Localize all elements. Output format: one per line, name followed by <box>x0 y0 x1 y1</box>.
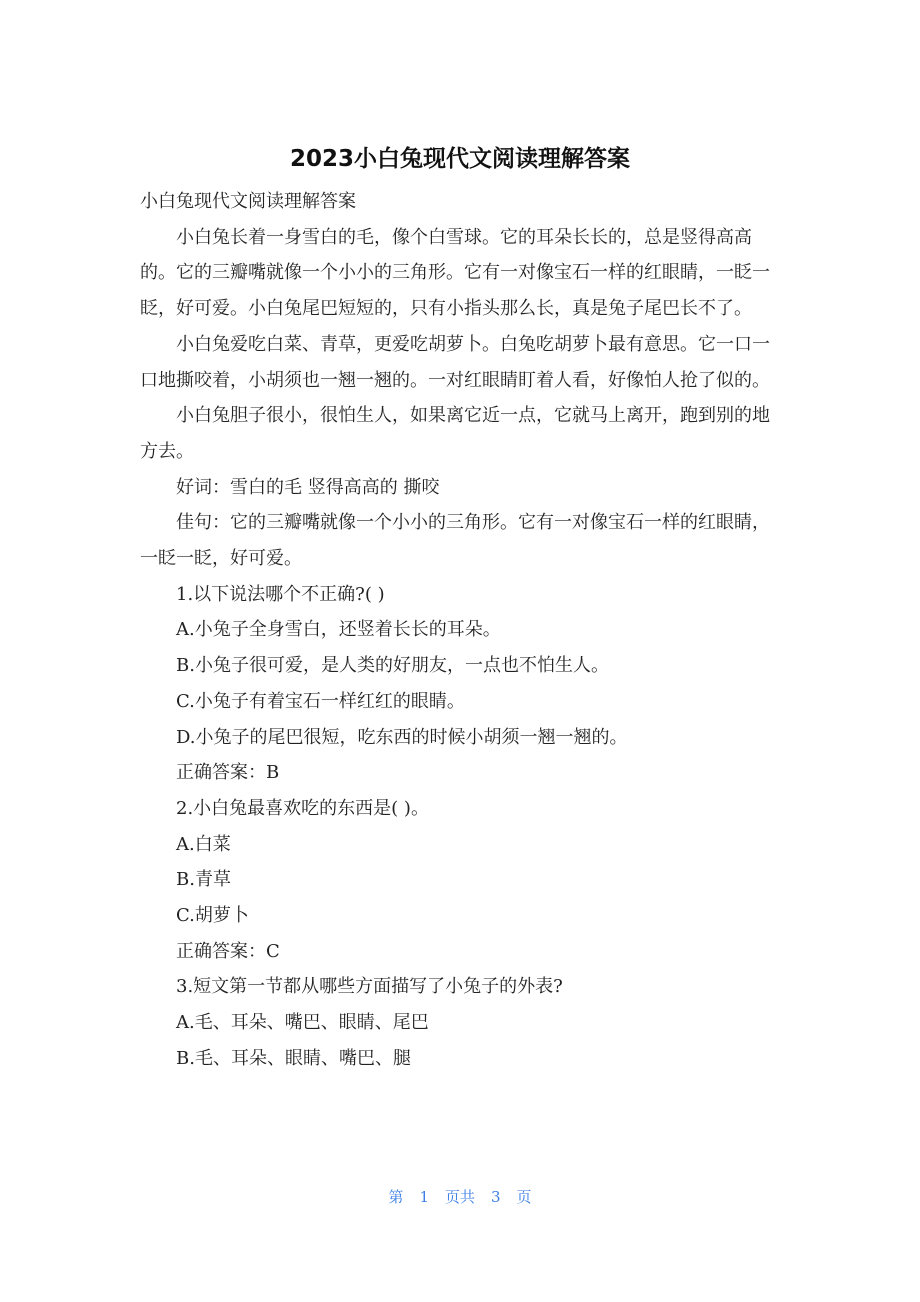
document-body <box>140 184 772 1077</box>
document-title: 2023小白兔现代文阅读理解答案 <box>289 146 630 172</box>
footer-mid: 页共 <box>444 1188 475 1206</box>
paragraph: 小白兔长着一身雪白的毛，像个白雪球。它的耳朵长长的，总是竖得高高的。它的三瓣嘴就像一个小小的三角形。它有一对像宝石一样的红眼睛，一眨一眨，好可爱。小白兔尾巴短短的，只有小指头那么长，真是兔子尾巴长不了。 <box>140 226 770 320</box>
page-footer <box>0 1186 920 1207</box>
paragraph: 正确答案：B <box>176 762 280 784</box>
total-pages: 3 <box>491 1188 501 1206</box>
paragraph: 2.小白兔最喜欢吃的东西是( )。 <box>176 797 429 819</box>
paragraph: 正确答案：C <box>176 940 280 962</box>
paragraph: 1.以下说法哪个不正确?( ) <box>176 583 385 605</box>
paragraph: A.小兔子全身雪白，还竖着长长的耳朵。 <box>176 619 501 641</box>
paragraph: A.毛、耳朵、嘴巴、眼睛、尾巴 <box>176 1012 429 1034</box>
paragraph: B.小兔子很可爱，是人类的好朋友，一点也不怕生人。 <box>176 655 609 677</box>
paragraph: 3.短文第一节都从哪些方面描写了小兔子的外表? <box>176 976 563 998</box>
paragraph: A.白菜 <box>176 833 231 855</box>
paragraph: C.小兔子有着宝石一样红红的眼睛。 <box>176 690 465 712</box>
paragraph: 佳句：它的三瓣嘴就像一个小小的三角形。它有一对像宝石一样的红眼睛，一眨一眨，好可爱。 <box>140 512 770 570</box>
paragraph: B.毛、耳朵、眼睛、嘴巴、腿 <box>176 1047 411 1069</box>
paragraph: 好词：雪白的毛 竖得高高的 撕咬 <box>176 476 440 498</box>
page-number: 1 <box>419 1188 429 1206</box>
paragraph: D.小兔子的尾巴很短，吃东西的时候小胡须一翘一翘的。 <box>176 726 628 748</box>
paragraph: C.胡萝卜 <box>176 905 249 927</box>
paragraph: 小白兔胆子很小，很怕生人，如果离它近一点，它就马上离开，跑到别的地方去。 <box>140 405 770 462</box>
footer-suffix: 页 <box>516 1188 532 1206</box>
paragraph: 小白兔爱吃白菜、青草，更爱吃胡萝卜。白兔吃胡萝卜最有意思。它一口一口地撕咬着，小胡须也一翘一翘的。一对红眼睛盯着人看，好像怕人抢了似的。 <box>140 333 770 391</box>
paragraph: B.青草 <box>176 869 231 891</box>
subtitle: 小白兔现代文阅读理解答案 <box>140 191 356 212</box>
footer-prefix: 第 <box>388 1188 404 1206</box>
